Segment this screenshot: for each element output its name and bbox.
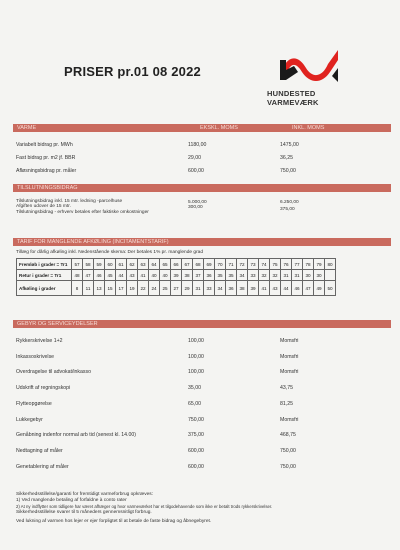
connection-line: Tilslutningsbidrag inkl. 15 mtr. ledning -parcelhuse	[16, 199, 123, 204]
tariff-intro: Tillæg for dårlig afkøling inkl. Nedenstående skema: Der betales 1% pr. manglende grad	[16, 250, 203, 255]
connection-value-ex-vat: 5.000,00	[188, 200, 207, 205]
connection-value-ex-vat: 300,00	[188, 205, 203, 210]
connection-value-inc-vat: 375,00	[280, 207, 295, 212]
hundested-varmevaerk-logo-icon	[276, 46, 342, 86]
note-line: Sikkerhedsstillelse/garanti for fremtidigt varmeforbrug opkræves:	[16, 492, 154, 497]
page-title: PRISER pr.01 08 2022	[64, 64, 201, 79]
column-header-inc-vat: INKL. MOMS	[292, 125, 325, 131]
price-document: PRISER pr.01 08 2022 HUNDESTED VARMEVÆRK VARME EKSKL. MOMS INKL. MOMS Variabelt bidrag pr. MWh 1180,00 1475,00 Fast bidrag pr. m2 jf. BBR 29,00 36,25 Afløsningsbidrag pr. måler 600,00 750,00 TILSLUTNINGSBIDRAG Tilslutningsbidrag inkl. 15 mtr. ledning -parcelhuse Afgiften udover de 15 mtr. Tilslutningsbidrag - erhverv betales efter faktiske omkostninger 5.000,00 300,00 6.250,00 375,00 TARIF FOR MANGLENDE AFKØLING (INCITAMENTSTARIF) Tillæg for dårlig afkøling inkl. Nedenstående skema: Der betales 1% pr. manglende grad Fremløb i grader = Tr1 57 58 59 60 61 62 63 64 65 66 67 68 69 70 71 72 73 74 75 76 77 78 79 80 Retur i grader = Tr1 48 47 46 45 44 43 41 40 40 39 38 37 36 35 35 34 33 32 32 31 31 30 30 Afkøling i grader 8 11 13 15 17 19 22 24 25 27 29 31 33 34 36 38 39 41 43 44 46 47 49 50 GEBYR OG SERVICEYDELSER Rykkerskrivelse 1+2 100,00 Momsfri Inkassoskrivelse 100,00 Momsfri Overdragelse til advokat/inkasso 100,00 Momsfri Udskrift af regningskopi 35,00 43,75 Flytteopgørelse 65,00 81,25 Lukkegebyr 750,00 Momsfri Genåbning indenfor normal arb tid (senest kl. 14.00) 375,00 468,75 Nedtagning af måler 600,00 750,00 Genetablering af måler 600,00 750,00 Sikkerhedsstillelse/garanti for fremtidigt varmeforbrug opkræves: 1) Ved manglende betaling af forfaldne à conto rater 2) At ny indflytter som tidligere har været afhæger og hvor varmeværket har et tilgodehavende som ikke er betalt trods rykkerskrivelser. Sikkerhedsstillelse svarer til 5 måneders gennemsnitligt forbrug. Ved lukning af varmen hos lejer er ejer forpligtet til at betale de faste bidrag og åbnegebyret.	[0, 0, 400, 550]
section-header-tilslutning: TILSLUTNINGSBIDRAG	[13, 184, 391, 192]
section-header-tarif: TARIF FOR MANGLENDE AFKØLING (INCITAMENTSTARIF)	[13, 238, 391, 246]
connection-line: Tilslutningsbidrag - erhverv betales efter faktiske omkostninger	[16, 210, 149, 215]
note-line: Ved lukning af varmen hos lejer er ejer forpligtet til at betale de faste bidrag og åbnegebyret.	[16, 519, 212, 524]
row-header: Retur i grader = Tr1	[17, 270, 72, 281]
connection-line: Afgiften udover de 15 mtr.	[16, 204, 71, 209]
section-title: VARME	[17, 125, 37, 131]
note-line: Sikkerhedsstillelse svarer til 5 måneders gennemsnitligt forbrug.	[16, 510, 152, 515]
connection-value-inc-vat: 6.250,00	[280, 200, 299, 205]
column-header-ex-vat: EKSKL. MOMS	[200, 125, 238, 131]
degree-table: Fremløb i grader = Tr1 57 58 59 60 61 62 63 64 65 66 67 68 69 70 71 72 73 74 75 76 77 78 79 80 Retur i grader = Tr1 48 47 46 45 44 43 41 40 40 39 38 37 36 35 35 34 33 32 32 31 31 30 30 Afkøling i grader 8 11 13 15 17 19 22 24 25 27 29 31 33 34 36 38 39 41 43 44 46 47 49 50	[16, 258, 336, 296]
note-line: 2) At ny indflytter som tidligere har været afhæger og hvor varmeværket har et tilgodehavende som ikke er betalt trods rykkerskrivelser.	[16, 504, 273, 509]
section-header-varme	[13, 124, 391, 132]
section-header-gebyrer: GEBYR OG SERVICEYDELSER	[13, 320, 391, 328]
brand-name-line2: VARMEVÆRK	[267, 98, 319, 107]
row-header: Afkøling i grader	[17, 281, 72, 296]
row-header: Fremløb i grader = Tr1	[17, 259, 72, 270]
note-line: 1) Ved manglende betaling af forfaldne à conto rater	[16, 498, 127, 503]
brand-name-line1: HUNDESTED	[267, 89, 316, 98]
